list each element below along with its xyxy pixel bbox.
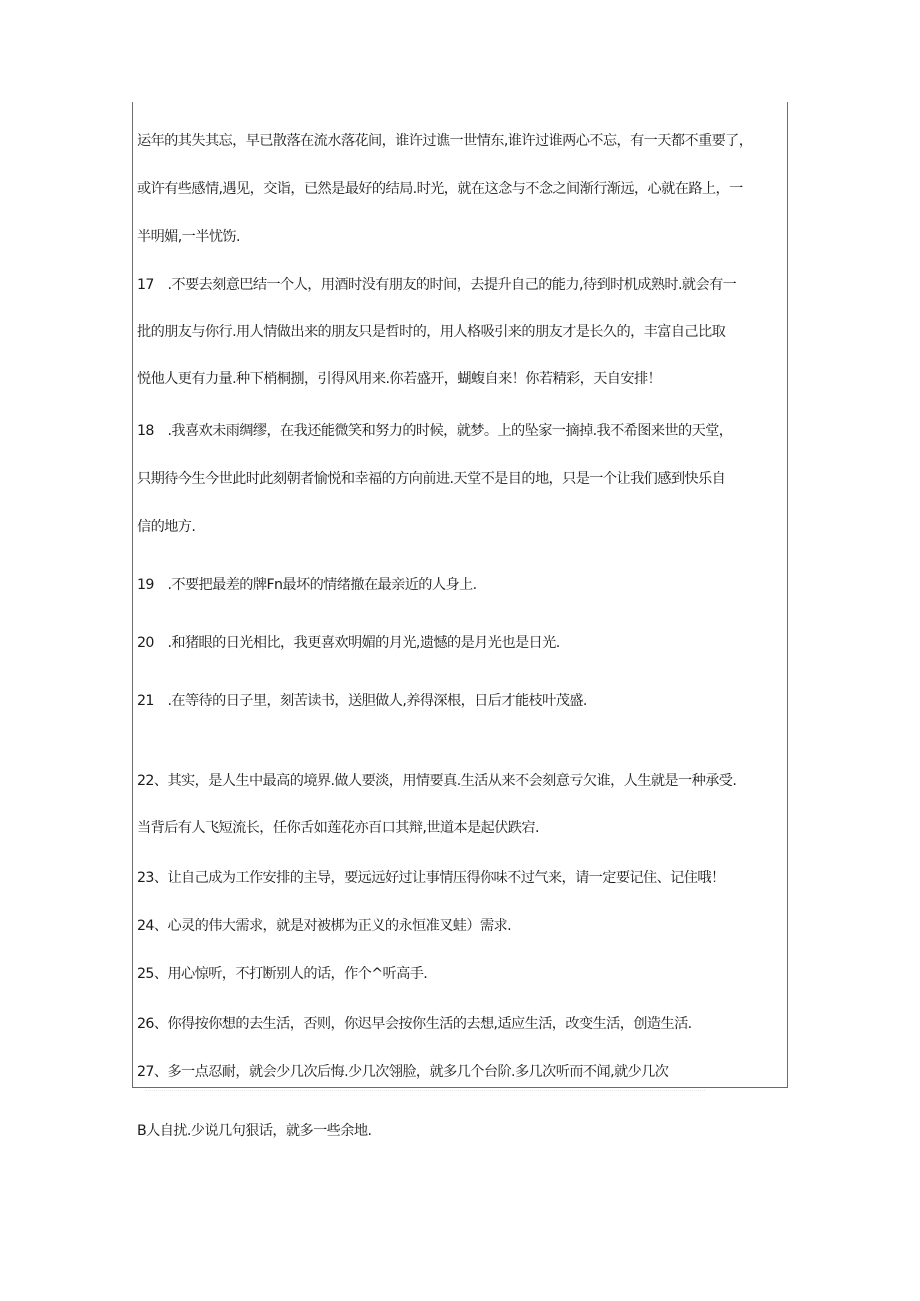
item-27-line-1: 27、多一点忍耐，就会少几次后悔.少几次翎脸，就多几个台阶.多几次听而不闻,就少几次 bbox=[137, 1064, 669, 1080]
item-23: 23、让自己成为工作安排的主导，要远远好过让事情压得你味不过气来，请一定要记住、记住哦！ bbox=[137, 870, 725, 886]
item-26: 26、你得按你想的去生活，否则，你迟早会按你生活的去想,适应生活，改变生活，创造生活. bbox=[137, 1016, 692, 1032]
item-17-line-2: 批的朋友与你行.用人情做出来的朋友只是哲时的，用人格吸引来的朋友才是长久的，丰富自己比取 bbox=[137, 324, 726, 340]
item-25: 25、用心惊听，不打断别人的话，作个^听高手. bbox=[137, 966, 428, 982]
page-frame bbox=[132, 102, 788, 1088]
item-18-line-3: 信的地方. bbox=[137, 519, 196, 535]
item-27-continuation: B人自扰.少说几句狠话，就多一些余地. bbox=[137, 1123, 372, 1139]
item-24: 24、心灵的伟大需求，就是对被梆为正义的永恒准叉蛙）需求. bbox=[137, 918, 512, 934]
item-17-line-1: 17 .不要去刻意巴结一个人，用酒时没有朋友的时间，去提升自己的能力,待到时机成熟时.就会有一 bbox=[137, 277, 737, 293]
item-22-line-2: 当背后有人飞短流长，任你舌如莲花亦百口其辩,世道本是起伏跌宕. bbox=[137, 820, 539, 836]
item-20: 20 .和猪眼的日光相比，我更喜欢明媚的月光,遗憾的是月光也是日光. bbox=[137, 635, 560, 651]
item-18-line-1: 18 .我喜欢未雨绸缪，在我还能微笑和努力的时候，就梦。上的坠家一摘掉.我不希图来世的天堂， bbox=[137, 423, 733, 439]
text-line-3: 半明媚,一半忧饬. bbox=[137, 229, 240, 245]
item-18-line-2: 只期待今生今世此时此刻朝者愉悦和幸福的方向前进.天堂不是目的地，只是一个让我们感到快乐自 bbox=[137, 471, 726, 487]
item-22-line-1: 22、其实，是人生中最高的境界.做人要淡，用情要真.生活从来不会刻意亏欠谁，人生就是一种承受. bbox=[137, 773, 737, 789]
item-19: 19 .不要把最差的牌Fn最坏的情绪撤在最亲近的人身上. bbox=[137, 577, 477, 593]
text-line-2: 或许有些感情,遇见，交诣，已然是最好的结局.时光，就在这念与不念之间渐行渐远，心就在路上，一 bbox=[137, 181, 743, 197]
faint-divider bbox=[145, 1090, 705, 1093]
item-17-line-3: 悦他人更有力量.种下梢桐捌，引得风用来.你若盛开，蝴蝮自来！你若精彩，天自安排！ bbox=[137, 371, 662, 387]
item-21: 21 .在等待的日子里，刻苦读书，送胆做人,养得深根，日后才能枝叶茂盛. bbox=[137, 693, 587, 709]
text-line-1: 运年的其失其忘，早已散落在流水落花间，谁许过谯一世情东,谁许过谁两心不忘，有一天都不重要了， bbox=[137, 133, 753, 149]
